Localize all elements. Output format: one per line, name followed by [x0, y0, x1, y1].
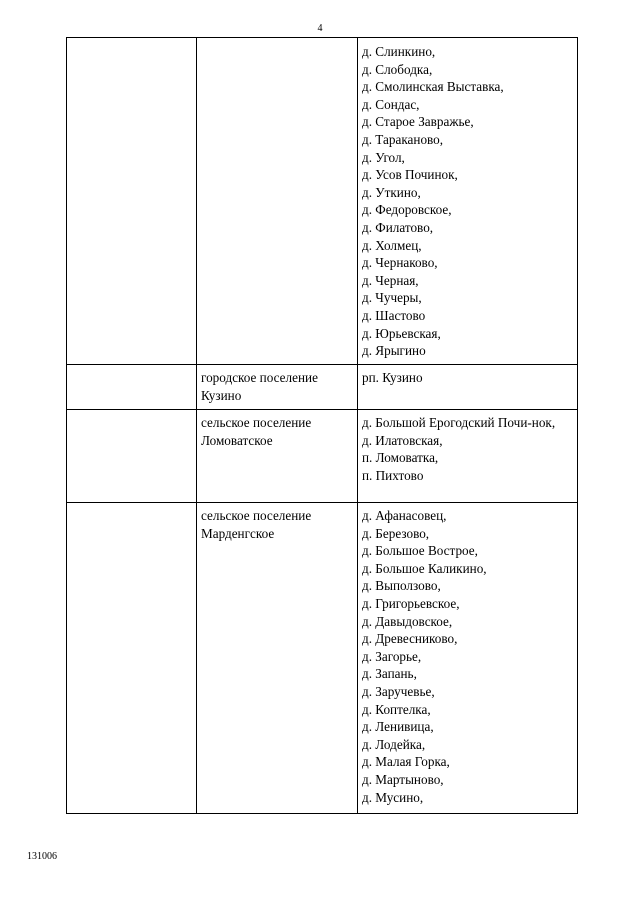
- settlement-item: д. Ленивица,: [362, 719, 434, 735]
- municipality-cell: [197, 365, 358, 410]
- settlement-item: д. Мусино,: [362, 789, 424, 805]
- settlement-item: д. Коптелка,: [362, 701, 431, 717]
- settlement-item: д. Смолинская Выставка,: [362, 79, 504, 95]
- settlements-cell: [358, 410, 578, 503]
- page-number: 4: [317, 23, 323, 34]
- settlement-item: д. Заручевье,: [362, 683, 435, 699]
- municipality-name: городское поселение Кузино: [201, 370, 318, 403]
- settlement-item: д. Юрьевская,: [362, 325, 441, 341]
- settlement-item: д. Мартыново,: [362, 771, 444, 787]
- settlement-item: д. Загорье,: [362, 648, 422, 664]
- settlement-item: д. Уткино,: [362, 184, 421, 200]
- settlements-cell: [358, 365, 578, 410]
- settlement-item: д. Усов Починок,: [362, 167, 458, 183]
- settlement-item: рп. Кузино: [362, 370, 423, 385]
- settlement-item: д. Большой Ерогодский Почи-нок,: [362, 415, 556, 430]
- settlement-item: д. Тараканово,: [362, 131, 444, 147]
- settlement-item: п. Ломоватка,: [362, 450, 439, 466]
- settlement-item: д. Слинкино,: [362, 44, 436, 59]
- municipality-cell: [197, 410, 358, 503]
- settlement-item: д. Чучеры,: [362, 290, 422, 306]
- settlement-list: [358, 410, 577, 486]
- settlements-table: [66, 37, 578, 814]
- settlement-item: д. Большое Вострое,: [362, 543, 478, 559]
- settlement-item: д. Филатово,: [362, 219, 434, 235]
- district-cell: [67, 38, 197, 365]
- document-code: 131006: [27, 851, 57, 862]
- settlement-item: д. Ярыгино: [362, 343, 426, 359]
- settlement-item: д. Угол,: [362, 149, 405, 165]
- district-cell: [67, 503, 197, 814]
- settlement-item: д. Сондас,: [362, 96, 420, 112]
- table-row: [67, 365, 578, 410]
- table-row: [67, 410, 578, 503]
- municipality-name: сельское поселение Марденгское: [201, 508, 312, 541]
- settlements-cell: [358, 38, 578, 365]
- settlement-item: д. Запань,: [362, 666, 417, 682]
- settlement-item: д. Чернаково,: [362, 255, 438, 271]
- municipality-name: [197, 38, 357, 46]
- settlement-item: п. Пихтово: [362, 467, 424, 483]
- district-cell: [67, 365, 197, 410]
- settlement-item: д. Афанасовец,: [362, 508, 447, 523]
- settlement-item: д. Лодейка,: [362, 736, 426, 752]
- municipality-cell: [197, 38, 358, 365]
- settlement-item: д. Старое Завражье,: [362, 114, 474, 130]
- settlement-item: д. Шастово: [362, 307, 426, 323]
- table-row: [67, 38, 578, 365]
- settlement-item: д. Григорьевское,: [362, 595, 460, 611]
- settlement-item: д. Выползово,: [362, 578, 441, 594]
- municipality-name: сельское поселение Ломоватское: [201, 415, 312, 448]
- municipality-cell: [197, 503, 358, 814]
- settlements-cell: [358, 503, 578, 814]
- settlement-item: д. Большое Каликино,: [362, 560, 487, 576]
- settlement-list: [358, 38, 577, 362]
- settlement-item: д. Древесниково,: [362, 631, 458, 647]
- settlement-list: [358, 365, 577, 389]
- settlement-item: д. Федоровское,: [362, 202, 452, 218]
- settlement-item: д. Малая Горка,: [362, 754, 450, 770]
- settlement-item: д. Слободка,: [362, 61, 433, 77]
- settlement-item: д. Холмец,: [362, 237, 422, 253]
- settlement-item: д. Давыдовское,: [362, 613, 453, 629]
- district-cell: [67, 410, 197, 503]
- settlement-item: д. Илатовская,: [362, 432, 443, 448]
- settlement-item: д. Березово,: [362, 525, 430, 541]
- settlement-list: [358, 503, 577, 808]
- settlement-item: д. Черная,: [362, 272, 419, 288]
- table-row: [67, 503, 578, 814]
